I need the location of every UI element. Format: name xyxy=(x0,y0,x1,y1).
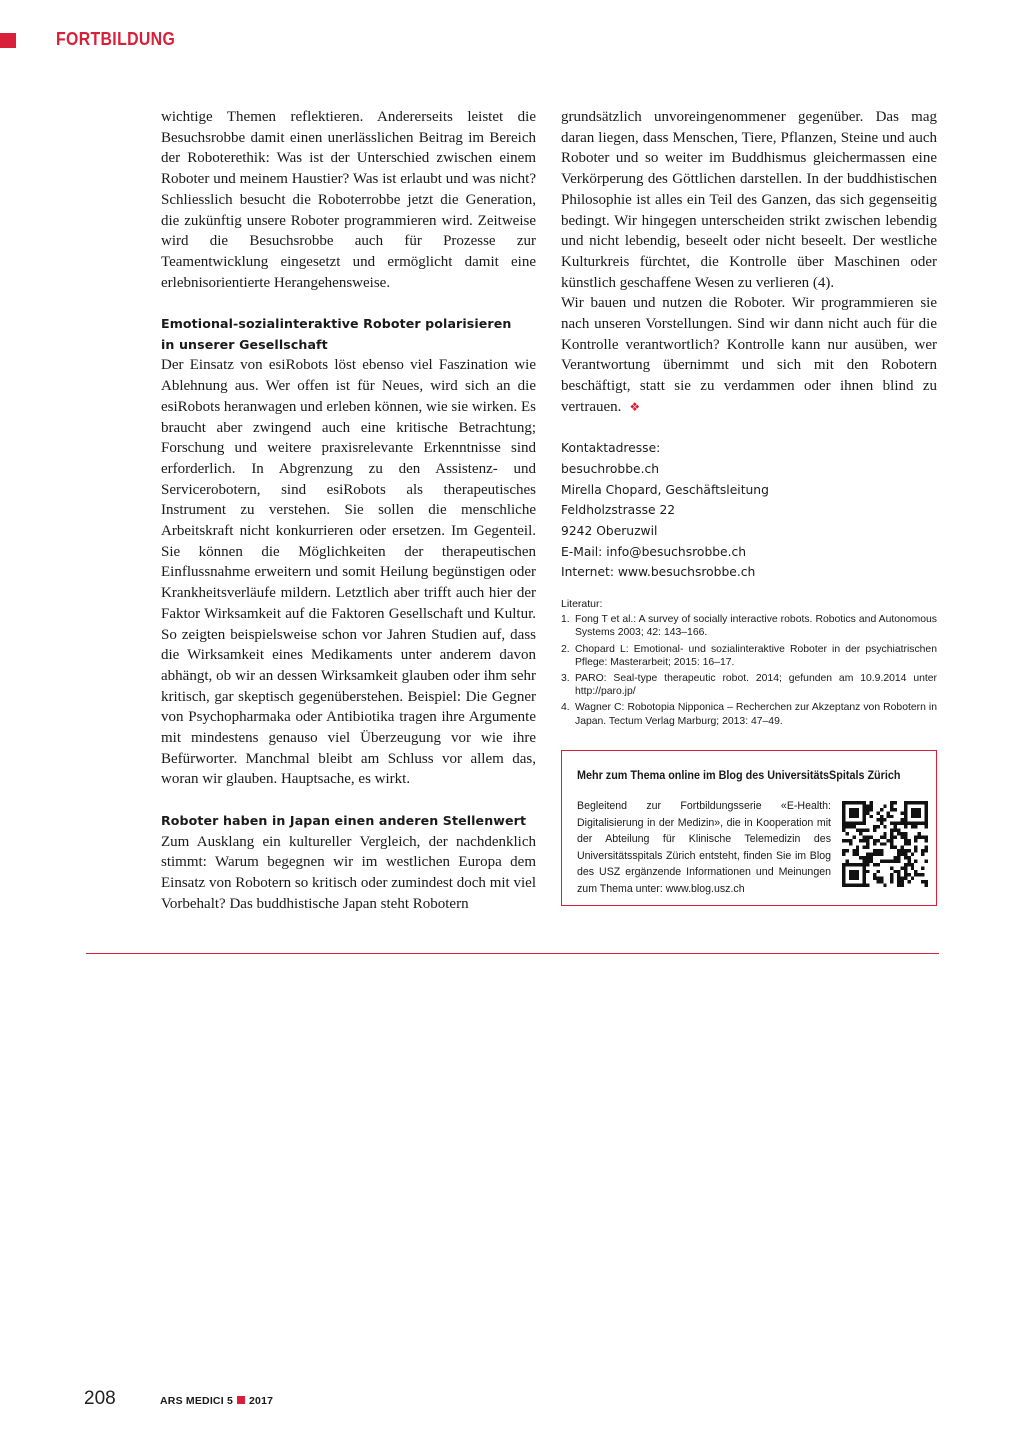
literature-item xyxy=(561,672,937,698)
contact-web: Internet: www.besuchsrobbe.ch xyxy=(561,565,756,580)
paragraph: Zum Ausklang ein kultureller Vergleich, der nachdenklich stimmt: Warum begegnen wir im westlichen Europa dem Einsatz von Robotern so kritisch oder zumindest doch mit viel Vorbehalt? Das buddhistische Japan steht Robotern xyxy=(161,833,536,912)
literature-number: 3. xyxy=(561,672,570,684)
contact-street: Feldholzstrasse 22 xyxy=(561,503,676,518)
literature-text: Wagner C: Robotopia Nipponica – Recherchen zur Akzeptanz von Robotern in Japan. Tectum Verlag Marburg; 2013: 47–49. xyxy=(575,702,937,727)
literature-text: Chopard L: Emotional- und sozialinteraktive Roboter in der psychiatrischen Pflege: Masterarbeit; 2015: 16–17. xyxy=(575,643,937,668)
literature-item xyxy=(561,701,937,727)
literature-text: PARO: Seal-type therapeutic robot. 2014; gefunden am 10.9.2014 unter http://paro.jp/ xyxy=(575,672,937,698)
qr-code-icon[interactable] xyxy=(842,801,928,887)
end-of-article-icon: ❖ xyxy=(629,399,641,414)
subheading-line: in unserer Gesellschaft xyxy=(161,336,328,352)
literature-list xyxy=(561,613,937,728)
blog-info-box xyxy=(561,750,937,906)
subheading xyxy=(161,314,536,355)
left-column xyxy=(161,107,536,914)
section-marker xyxy=(0,33,16,48)
paragraph: Der Einsatz von esiRobots löst ebenso viel Faszination wie Ablehnung aus. Wer offen ist für Neues, wird sich an die esiRobots heranwagen und erleben können, wie sie wirken. Es braucht aber zwingend auch eine kritische Betrachtung; Forschung und weitere praxisrelevante Erkenntnisse sind erforderlich. In Abgrenzung zu den Assistenz- und Servicerobotern, sind esiRobots als therapeutisches Instrument zu verstehen. Sie sollen die menschliche Arbeitskraft nicht konkurrieren oder ersetzen. Im Gegenteil. Sie können die Möglichkeiten der therapeutischen Einflussnahme erweitern und somit Heilung begünstigen oder Krankheitsverläufe mildern. Letztlich aber trifft auch hier der Faktor Wirksamkeit auf die Faktoren Gesellschaft und Kultur. So zeigten beispielsweise schon vor Jahren Studien auf, dass die Wirksamkeit eines Medikaments unter anderem davon abhängt, ob wir an dessen Wirksamkeit glauben oder ihm sehr kritisch, gar skeptisch gegenüberstehen. Beispiel: Die Gegner von Psychopharmaka oder Antibiotika tragen ihre Argumente mit mindestens genauso viel Überzeugung vor wie ihre Befürworter. Manchmal bleibt am Schluss vor allem das, woran wir glauben. Hauptsache, es wirkt. xyxy=(161,357,536,788)
literature-text: Fong T et al.: A survey of socially interactive robots. Robotics and Autonomous Systems 2003; 42: 143–166. xyxy=(575,614,937,639)
journal-footer xyxy=(160,1395,273,1407)
contact-label: Kontaktadresse: xyxy=(561,441,661,456)
literature-number: 2. xyxy=(561,643,570,655)
paragraph-text: Wir bauen und nutzen die Roboter. Wir programmieren sie nach unseren Vorstellungen. Sind wir dann nicht auch für die Kontrolle verantwortlich? Kontrolle kann nur ausüben, wer Verantwortung übernimmt und sich mit den Robotern beschäftigt, statt sie zu verdammen oder ihnen blind zu vertrauen. xyxy=(561,295,937,415)
contact-person: Mirella Chopard, Geschäftsleitung xyxy=(561,482,769,497)
paragraph: grundsätzlich unvoreingenommener gegenüber. Das mag daran liegen, dass Menschen, Tiere, Pflanzen, Steine und auch Roboter und so weiter im Buddhismus gleichermassen eine Verkörperung des Göttlichen darstellen. In der buddhistischen Philosophie ist alles ein Teil des Ganzen, das sich gegenseitig bedingt. Wir hingegen unterscheiden strikt zwischen lebendig und nicht lebendig, beseelt oder nicht beseelt. Der westliche Kulturkreis fürchtet, die Kontrolle über Maschinen oder künstlich geschaffene Wesen zu verlieren (4). xyxy=(561,109,937,291)
journal-name: ARS MEDICI 5 xyxy=(160,1395,233,1407)
contact-email: E-Mail: info@besuchsrobbe.ch xyxy=(561,544,747,559)
blog-box-text: Begleitend zur Fortbildungsserie «E-Health: Digitalisierung in der Medizin», die in Kooperation mit der Abteilung für Klinische Telemedizin des Universitätsspitals Zürich entsteht, finden Sie im Blog des USZ ergänzende Informationen und Meinungen zum Thema unter: www.blog.usz.ch xyxy=(577,800,831,895)
contact-city: 9242 Oberuzwil xyxy=(561,524,658,539)
page-number: 208 xyxy=(84,1388,116,1409)
divider xyxy=(86,953,939,954)
right-column xyxy=(561,107,937,731)
contact-org: besuchrobbe.ch xyxy=(561,461,660,476)
paragraph xyxy=(561,293,937,417)
blog-box-title: Mehr zum Thema online im Blog des UniversitätsSpitals Zürich xyxy=(577,768,901,782)
journal-year: 2017 xyxy=(249,1395,274,1407)
literature-item xyxy=(561,613,937,639)
literature-number: 1. xyxy=(561,614,570,626)
literature-number: 4. xyxy=(561,702,570,714)
subheading-line: Emotional-sozialinteraktive Roboter polarisieren xyxy=(161,316,512,332)
literature-title: Literatur: xyxy=(561,598,603,611)
paragraph: wichtige Themen reflektieren. Andererseits leistet die Besuchsrobbe damit einen unerlässlichen Beitrag im Bereich der Roboterethik: Was ist der Unterschied zwischen einem Roboter und meinem Haustier? Was ist erlaubt und was nicht? Schliesslich besucht die Roboterrobbe jetzt die Generation, die zukünftig unsere Roboter programmieren wird. Zeitweise wird die Besuchsrobbe auch für Prozesse zur Teamentwicklung eingesetzt und ermöglicht damit eine erlebnisorientierte Herangehensweise. xyxy=(161,109,536,291)
section-title: FORTBILDUNG xyxy=(56,29,176,49)
literature-item xyxy=(561,643,937,669)
subheading: Roboter haben in Japan einen anderen Stellenwert xyxy=(161,812,527,828)
footer-square-icon xyxy=(237,1396,245,1404)
contact-address xyxy=(561,438,937,583)
